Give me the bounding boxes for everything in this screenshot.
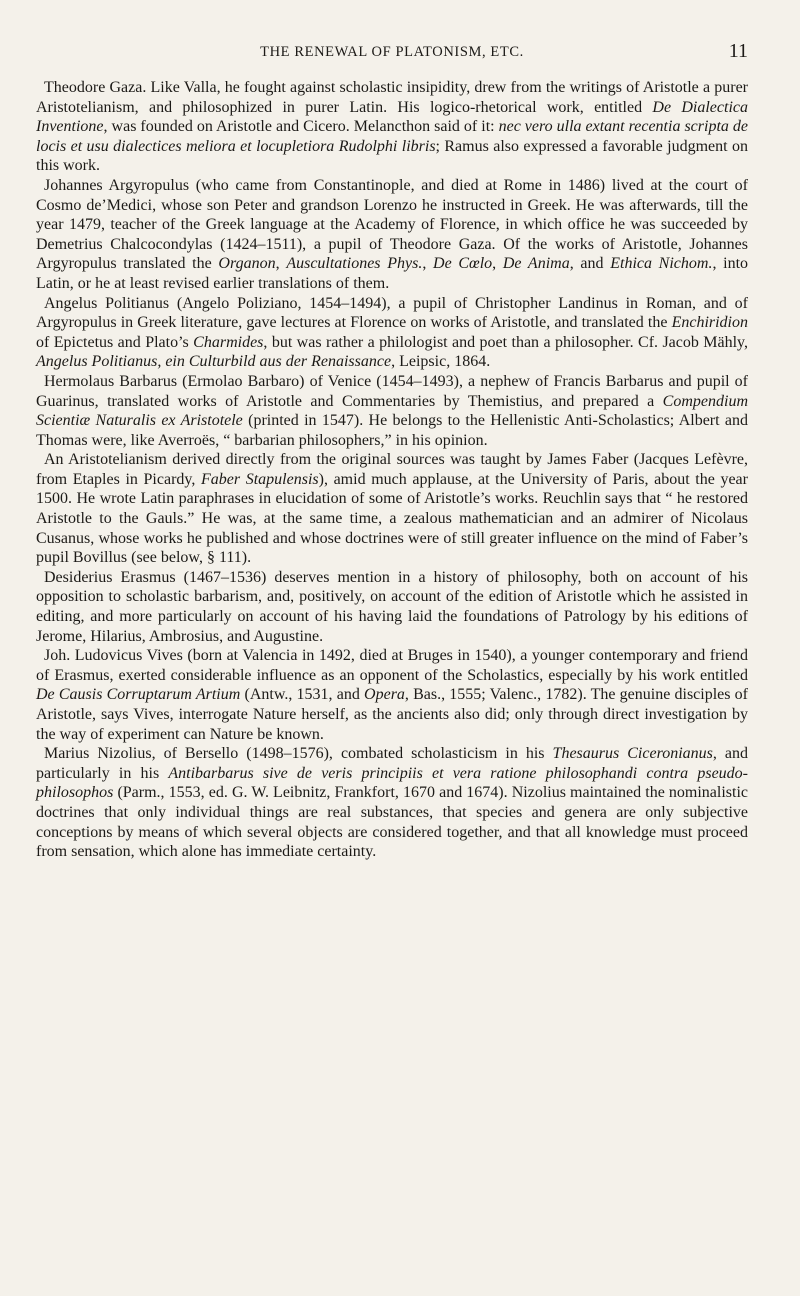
text-run: , [422, 255, 434, 273]
italic-text: Organon [218, 255, 276, 273]
text-run: An Aristotelianism derived directly from the original sources was taught by James Faber (Jacques Lefèvre, from Etaples in Picardy, [36, 451, 748, 488]
text-run: , Bas., 1555; Valenc., 1782). The genuine disciples of Aristotle, says Vives, interrogate Nature herself, as the ancients also did; only through direct investigation by the way of experiment can Nature be known. [36, 686, 749, 743]
italic-text: De Causis Corruptarum Artium [36, 686, 241, 704]
text-run: (Parm., 1553, ed. G. W. Leibnitz, Frankfort, 1670 and 1674). Nizolius maintained the nominalistic doctrines that only individual things are real substances, that species and genera are only subjective conceptions by means of which several objects are considered together, and that all knowledge must proceed from sensation, which alone has immediate certainty. [36, 784, 748, 861]
text-run: Joh. Ludovicus Vives (born at Valencia in 1492, died at Bruges in 1540), a younger contemporary and friend of Erasmus, exerted considerable influence as an opponent of the Scholastics, especially by his work entitled [36, 647, 748, 684]
text-run: , [275, 255, 287, 273]
italic-text: De Cœlo [433, 255, 493, 273]
italic-text: Angelus Politianus, ein Culturbild aus der Renaissance [36, 353, 392, 371]
text-run: Hermolaus Barbarus (Ermolao Barbaro) of Venice (1454–1493), a nephew of Francis Barbarus and pupil of Guarinus, translated works of Aristotle and Commentaries by Themistius, and prepared a [36, 372, 748, 410]
italic-text: nec vero ulla extant recentia scripta de locis et usu dialectices meliora et locupletiora Rudolphi libris [36, 118, 749, 155]
italic-text: Compendium Scientiæ Naturalis ex Aristotele [36, 392, 748, 430]
text-run: , and [569, 255, 611, 273]
text-run: (Antw., 1531, and [240, 686, 365, 704]
paragraph [36, 646, 748, 744]
italic-text: Antibarbarus sive de veris principiis et vera ratione philosophandi contra pseudo-philosophos [36, 764, 749, 802]
text-run: Desiderius Erasmus (1467–1536) deserves mention in a history of philosophy, both on account of his opposition to scholastic barbarism, and, positively, on account of the edition of Aristotle which he assisted in editing, and more particularly on account of his having laid the foundations of Patrology by his editions of Jerome, Hilarius, Ambrosius, and Augustine. [36, 568, 748, 645]
italic-text: De Dialectica Inventione [36, 98, 749, 136]
text-run: ), amid much applause, at the University of Paris, about the year 1500. He wrote Latin paraphrases in elucidation of some of Aristotle’s works. Reuchlin says that “ he restored Aristotle to the Gauls.” He was, at the same time, a zealous mathematician and an admirer of Nicolaus Cusanus, whose works he published and whose doctrines were of still greater influence on the mind of Faber’s pupil Bovillus (see below, § 111). [36, 470, 748, 567]
text-run: Johannes Argyropulus (who came from Constantinople, and died at Rome in 1486) lived at the court of Cosmo de’Medici, whose son Peter and grandson Lorenzo he instructed in Greek. He was afterwards, till the year 1479, teacher of the Greek language at the Academy of Florence, in which office he was succeeded by Demetrius Chalcocondylas (1424–1511), a pupil of Theodore Gaza. Of the works of Aristotle, Johannes Argyropulus translated the [36, 176, 748, 273]
italic-text: Faber Stapulensis [201, 470, 319, 488]
paragraph [36, 372, 748, 450]
text-run: , and particularly in his [36, 745, 748, 782]
text-run: , into Latin, or he at least revised earlier translations of them. [36, 255, 749, 292]
text-run: , Leipsic, 1864. [391, 353, 491, 371]
paragraph [36, 78, 748, 176]
paragraph [36, 744, 748, 862]
italic-text: Enchiridion [671, 314, 748, 332]
page-number: 11 [728, 40, 748, 62]
italic-text: Thesaurus Ciceronianus [552, 745, 713, 763]
page-header [36, 40, 748, 78]
text-run: of Epictetus and Plato’s [36, 333, 194, 351]
italic-text: Ethica Nichom. [610, 255, 713, 273]
text-run: (printed in 1547). He belongs to the Hellenistic Anti-Scholastics; Albert and Thomas were, like Averroës, “ barbarian philosophers,” in his opinion. [36, 412, 749, 449]
text-run: ; Ramus also expressed a favorable judgment on this work. [36, 137, 748, 175]
italic-text: De Anima [502, 255, 570, 273]
paragraph [36, 450, 748, 568]
paragraph [36, 176, 748, 294]
italic-text: Auscultationes Phys. [286, 255, 423, 273]
running-head: THE RENEWAL OF PLATONISM, ETC. [260, 44, 524, 60]
paragraph [36, 294, 748, 372]
paragraph [36, 568, 748, 646]
text-run: , but was rather a philologist and poet than a philosopher. Cf. Jacob Mähly, [263, 333, 749, 351]
text-run: Theodore Gaza. Like Valla, he fought against scholastic insipidity, drew from the writings of Aristotle a purer Aristotelianism, and philosophized in purer Latin. His logico-rhetorical work, entitled [36, 79, 748, 116]
italic-text: Opera [364, 686, 405, 704]
body-text [36, 78, 748, 862]
italic-text: Charmides [193, 333, 264, 351]
text-run: , was founded on Aristotle and Cicero. Melancthon said of it: [103, 118, 499, 136]
text-run: , [492, 255, 503, 273]
text-run: Marius Nizolius, of Bersello (1498–1576), combated scholasticism in his [44, 745, 553, 763]
text-run: Angelus Politianus (Angelo Poliziano, 1454–1494), a pupil of Christopher Landinus in Roman, and of Argyropulus in Greek literature, gave lectures at Florence on works of Aristotle, and translated the [36, 294, 748, 332]
